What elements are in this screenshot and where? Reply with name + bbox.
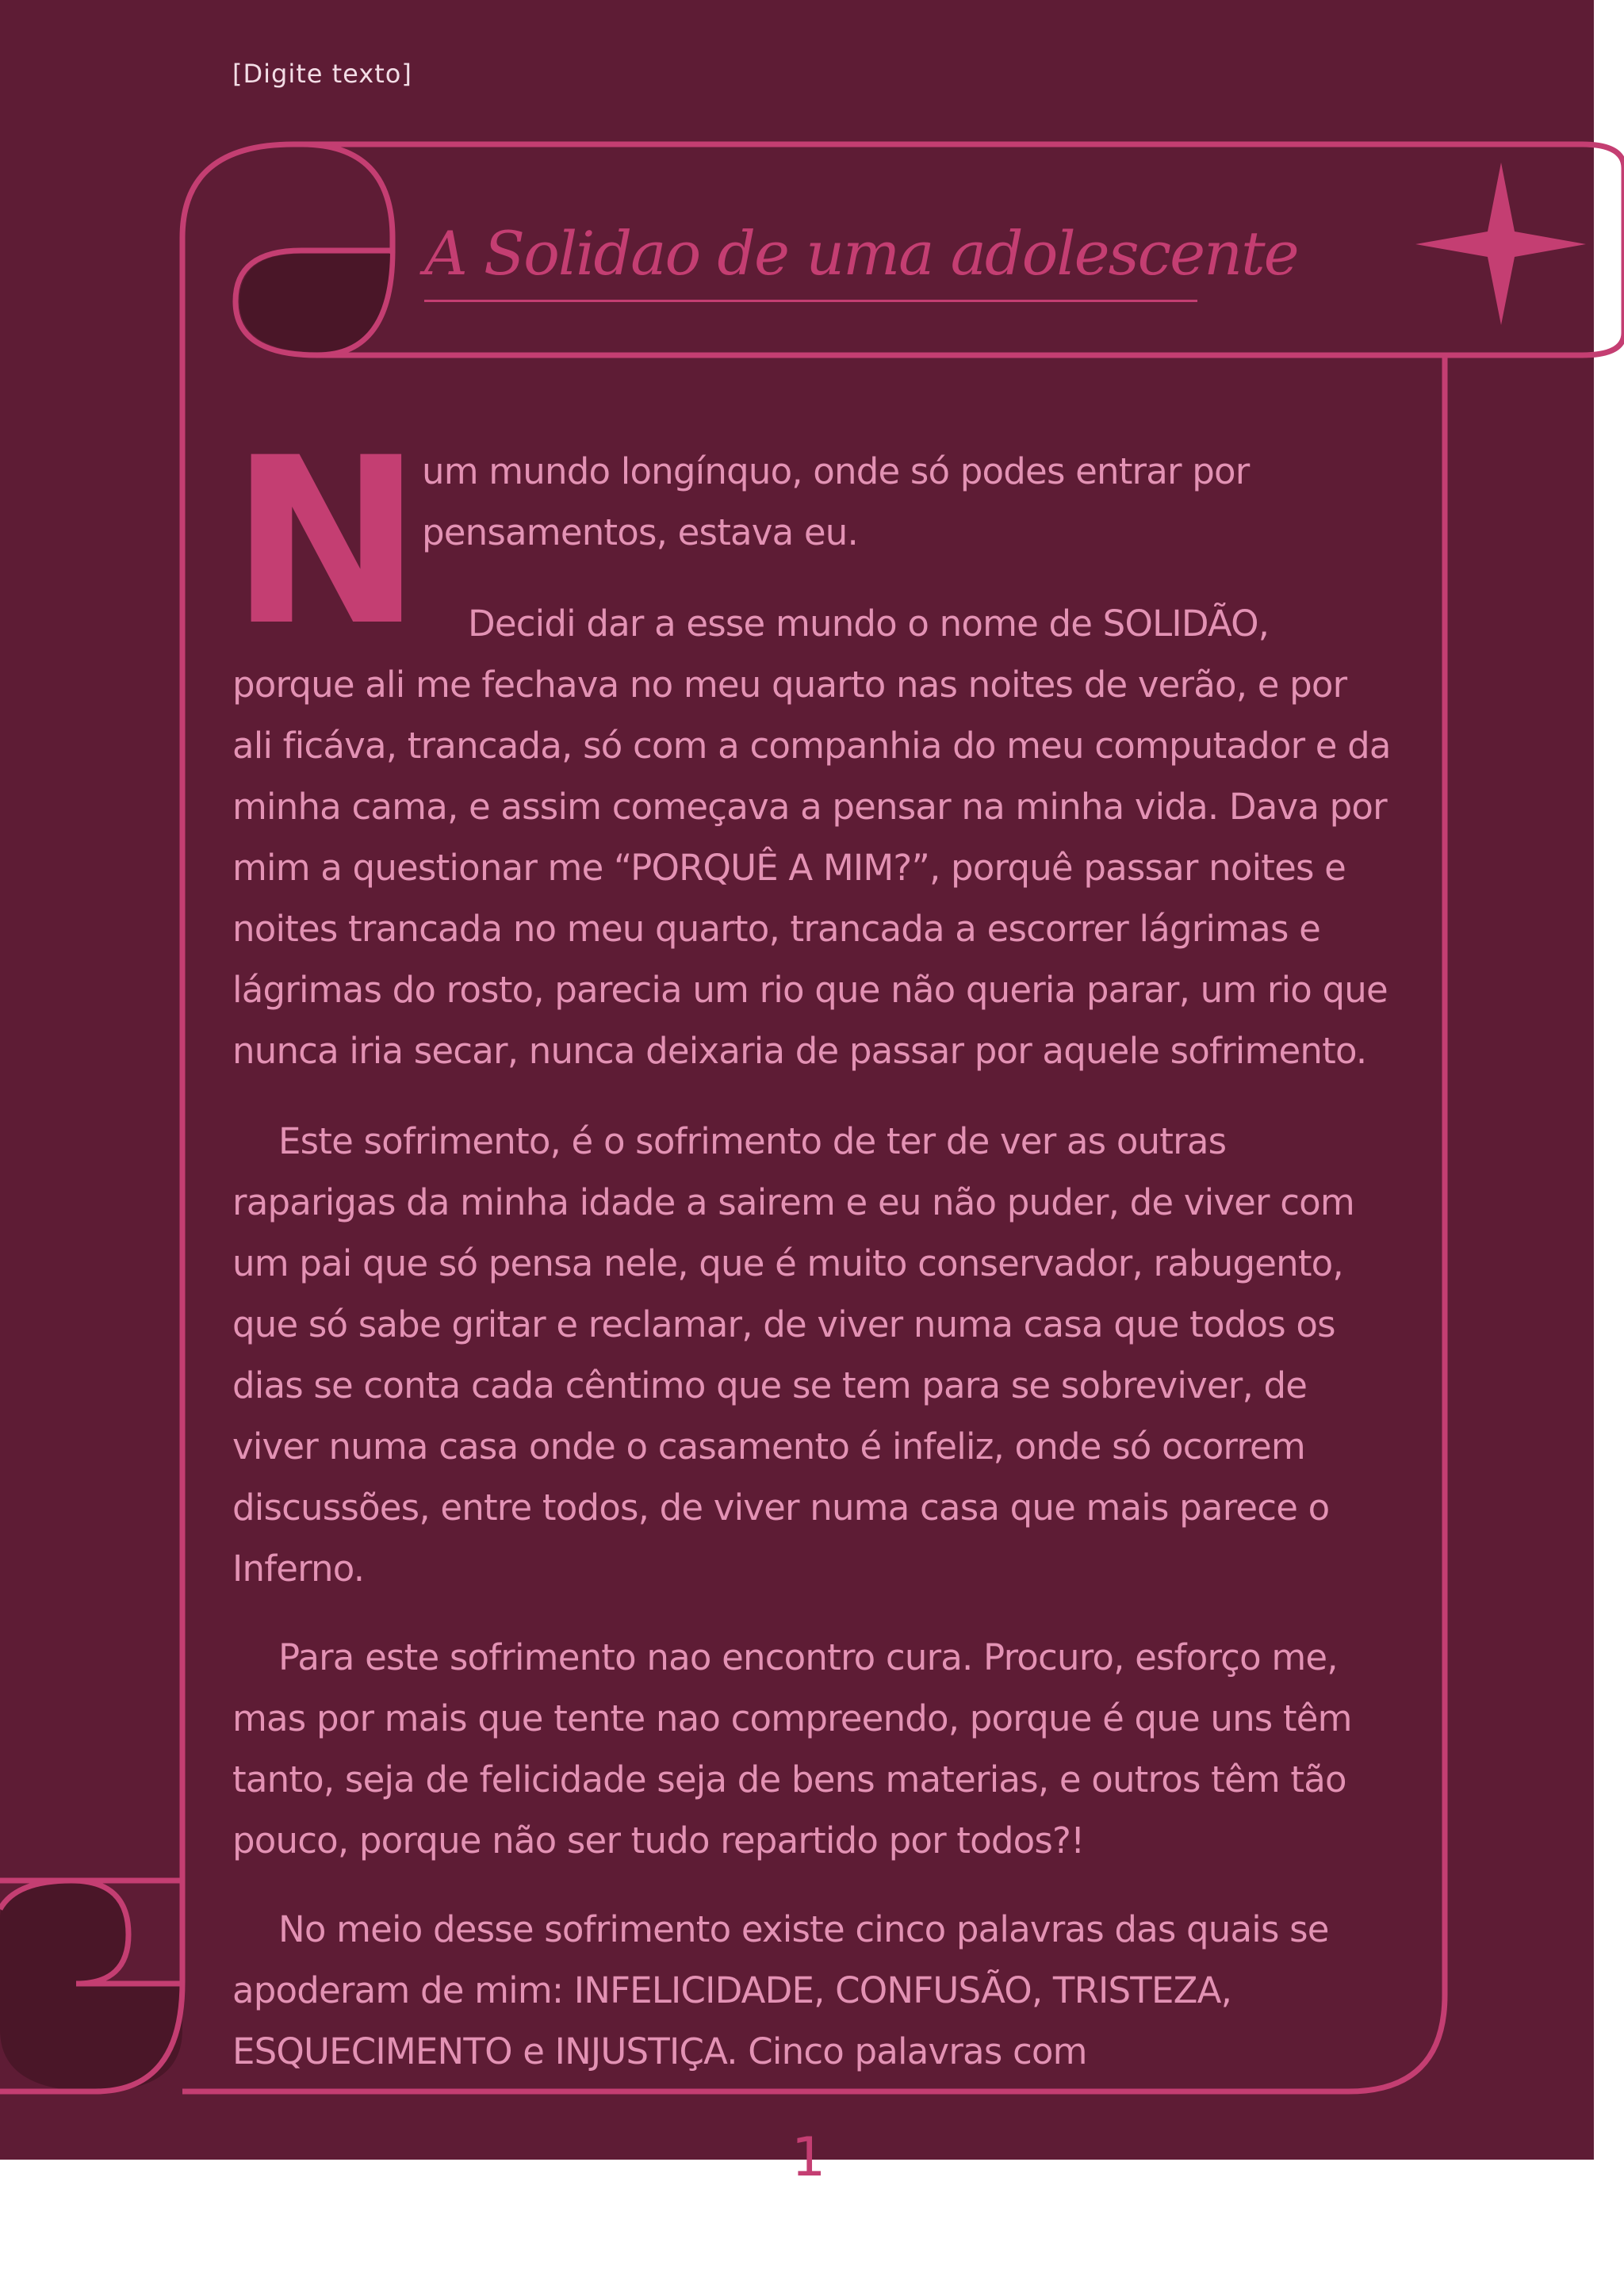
drop-cap: N [230, 409, 423, 676]
paragraph-line: nunca iria secar, nunca deixaria de passar por aquele sofrimento. [232, 1030, 1367, 1072]
paragraph-line: minha cama, e assim começava a pensar na minha vida. Dava por [232, 786, 1387, 828]
header-placeholder[interactable]: [Digite texto] [232, 59, 412, 89]
paragraph-line: No meio desse sofrimento existe cinco palavras das quais se [278, 1908, 1329, 1950]
paragraph-line: viver numa casa onde o casamento é infeliz, onde só ocorrem [232, 1425, 1305, 1468]
paragraph-line: Para este sofrimento nao encontro cura. Procuro, esforço me, [278, 1636, 1338, 1678]
paragraph-line: discussões, entre todos, de viver numa casa que mais parece o [232, 1487, 1330, 1529]
paragraph-line: apoderam de mim: INFELICIDADE, CONFUSÃO, TRISTEZA, [232, 1969, 1232, 2011]
paragraph-line: ali ficáva, trancada, só com a companhia do meu computador e da [232, 725, 1391, 767]
paragraph-line: pensamentos, estava eu. [422, 511, 859, 553]
page-number: 1 [791, 2126, 826, 2189]
paragraph-line: pouco, porque não ser tudo repartido por todos?! [232, 1820, 1085, 1862]
paragraph-1 [422, 441, 1249, 563]
paragraph-5 [232, 1899, 1329, 2082]
paragraph-3 [232, 1111, 1354, 1599]
paragraph-line: dias se conta cada cêntimo que se tem para se sobreviver, de [232, 1364, 1308, 1406]
paragraph-line: noites trancada no meu quarto, trancada a escorrer lágrimas e [232, 908, 1320, 950]
paragraph-line: tanto, seja de felicidade seja de bens materias, e outros têm tão [232, 1758, 1346, 1800]
paragraph-2 [232, 593, 1391, 1081]
star-icon [1415, 163, 1586, 325]
paragraph-line: que só sabe gritar e reclamar, de viver numa casa que todos os [232, 1303, 1335, 1345]
paragraph-line: ESQUECIMENTO e INJUSTIÇA. Cinco palavras com [232, 2030, 1087, 2072]
paragraph-line: Decidi dar a esse mundo o nome de SOLIDÃO, [468, 603, 1270, 645]
paragraph-line: um mundo longínquo, onde só podes entrar por [422, 450, 1250, 492]
paragraph-line: mim a questionar me “PORQUÊ A MIM?”, porquê passar noites e [232, 847, 1346, 889]
paragraph-line: Este sofrimento, é o sofrimento de ter de ver as outras [278, 1120, 1227, 1162]
paragraph-line: Inferno. [232, 1548, 365, 1590]
paragraph-line: lágrimas do rosto, parecia um rio que não queria parar, um rio que [232, 969, 1388, 1011]
paragraph-line: porque ali me fechava no meu quarto nas noites de verão, e por [232, 664, 1347, 706]
document-title: A Solidao de uma adolescente [424, 218, 1298, 289]
paragraph-line: mas por mais que tente nao compreendo, porque é que uns têm [232, 1697, 1352, 1739]
paragraph-4 [232, 1627, 1352, 1871]
title-underline [424, 300, 1197, 302]
paragraph-line: raparigas da minha idade a sairem e eu não puder, de viver com [232, 1181, 1354, 1223]
paragraph-line: um pai que só pensa nele, que é muito conservador, rabugento, [232, 1242, 1343, 1284]
